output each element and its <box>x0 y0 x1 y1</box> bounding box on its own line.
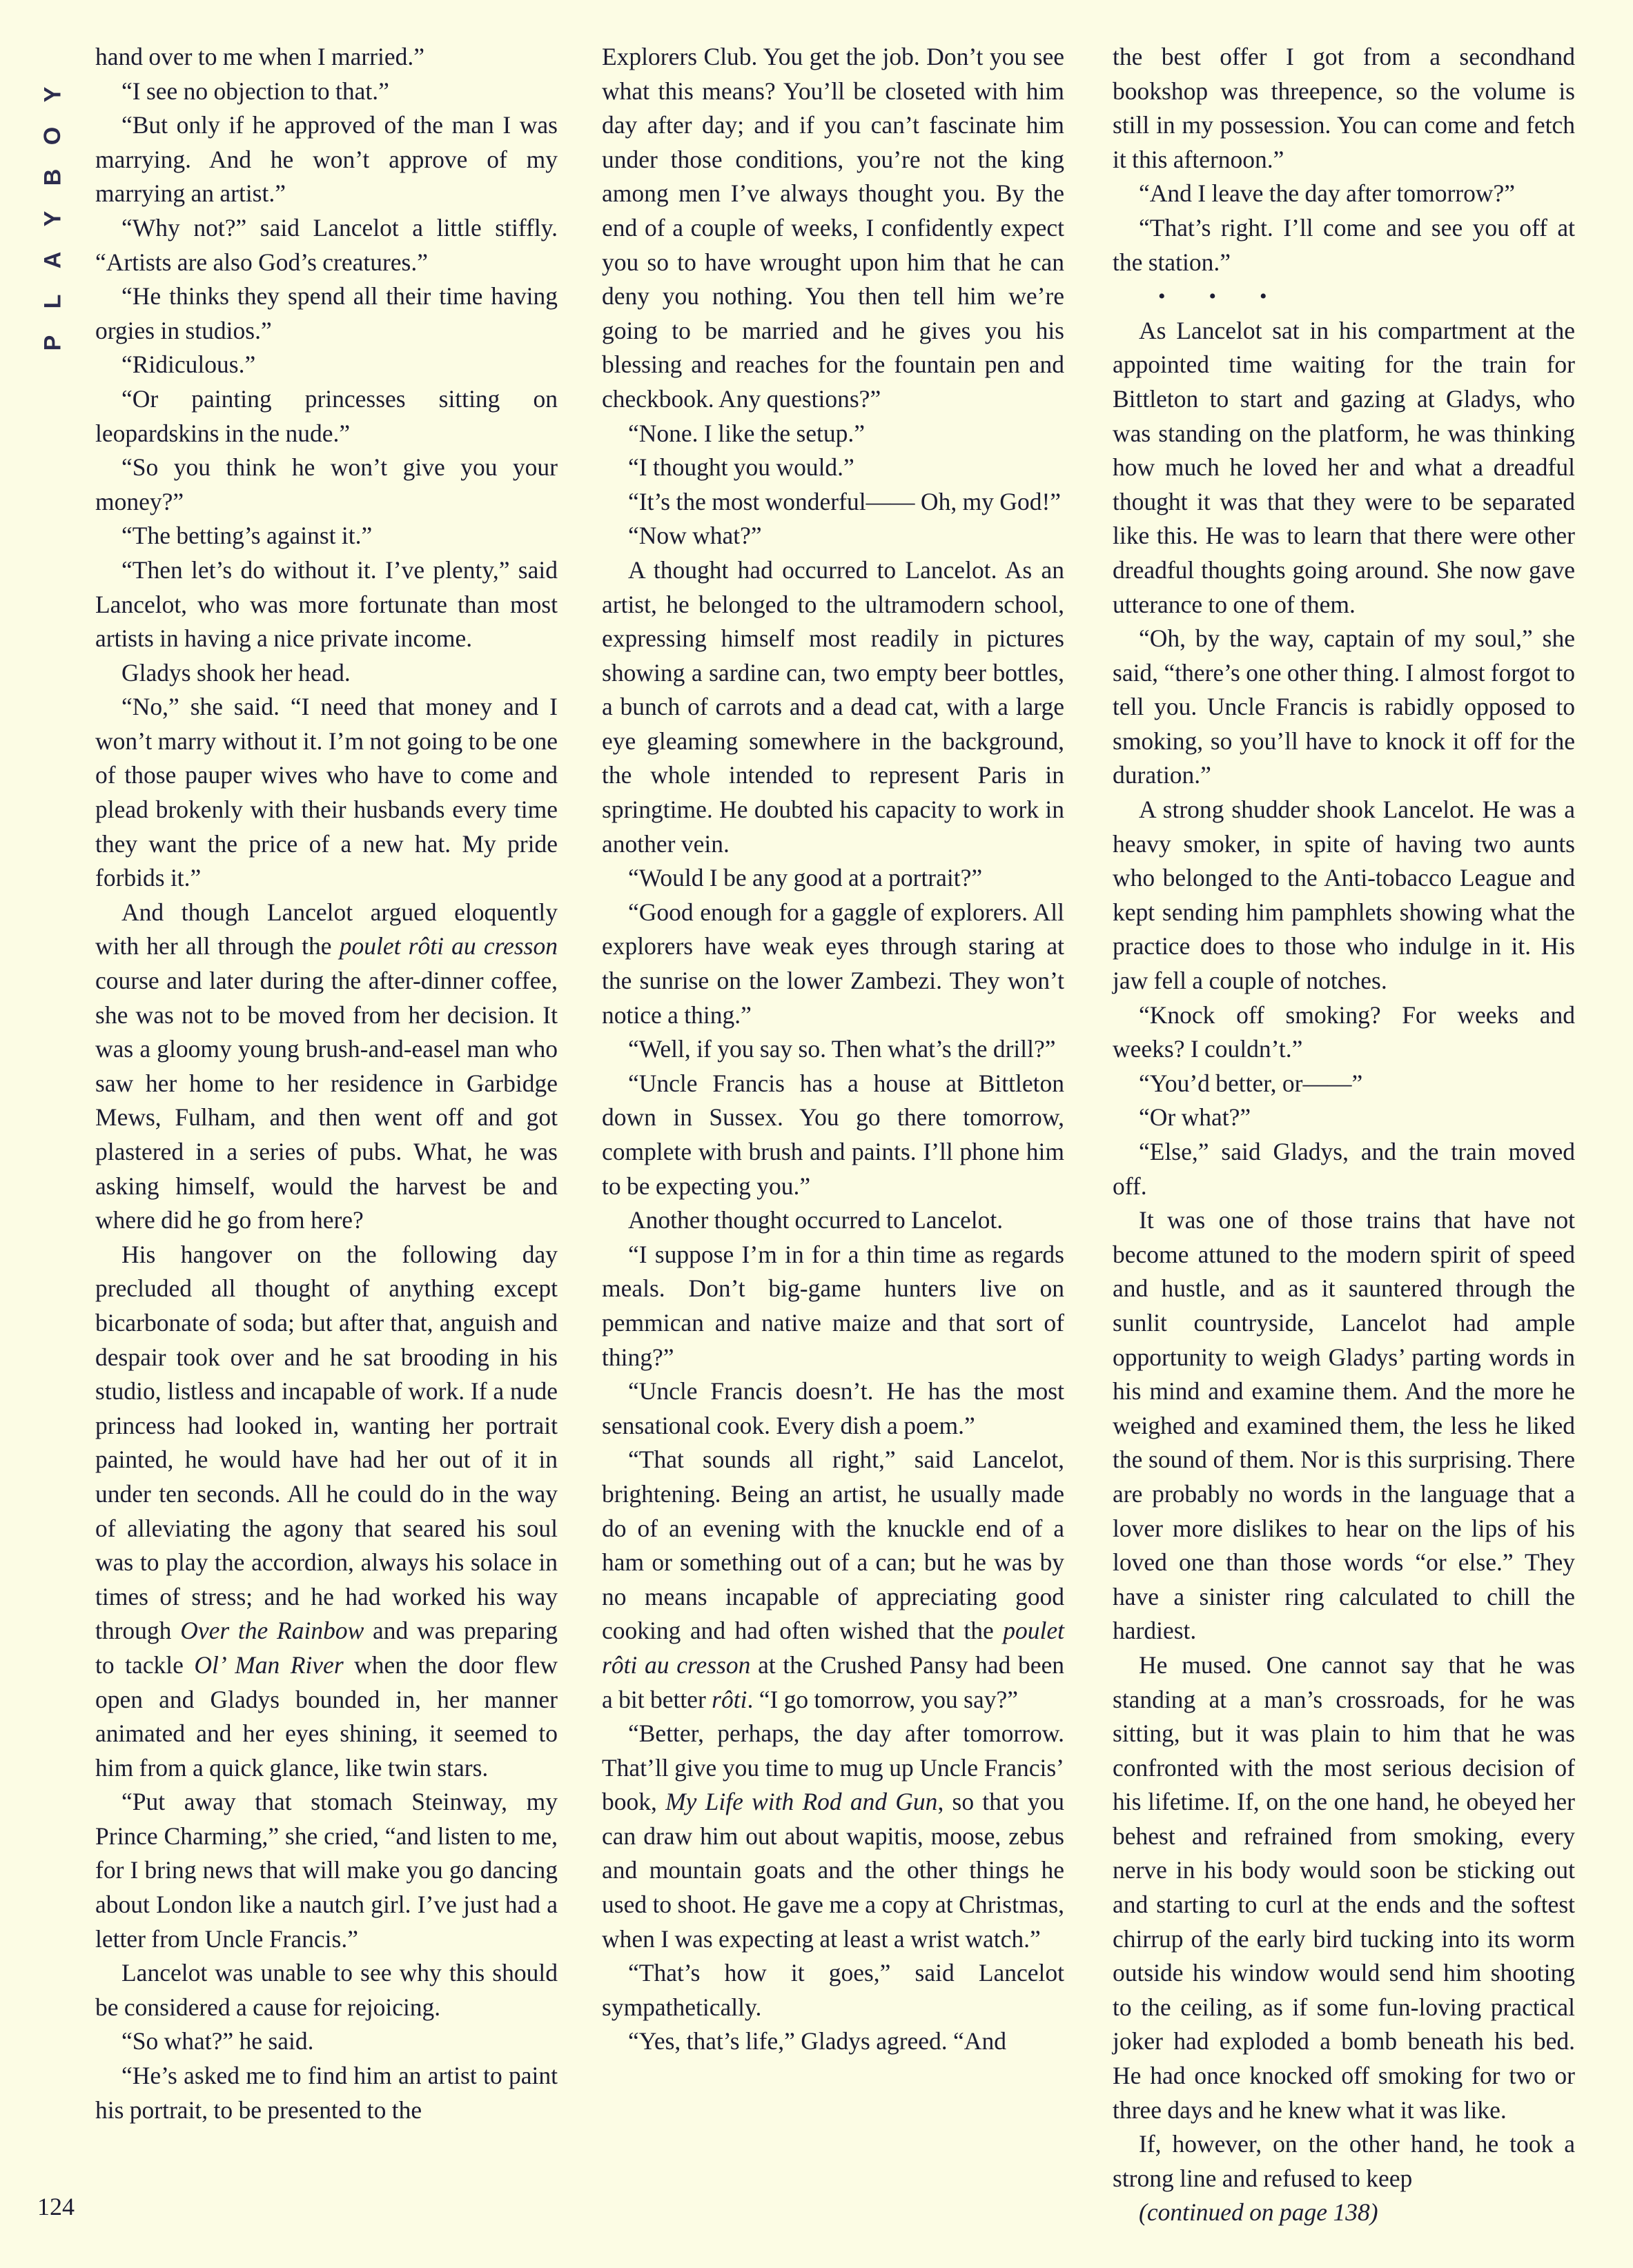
body-paragraph: “He thinks they spend all their time having orgies in studios.” <box>95 282 558 344</box>
text-column-3 <box>1113 40 1575 2230</box>
italic-title: rôti <box>712 1685 747 1713</box>
running-head-letter: Y <box>39 86 66 103</box>
body-paragraph: His hangover on the following day precluded all thought of anything except bicarbonate of soda; but after that, anguish and despair took over and he sat brooding in his studio, listless and incapable of work. If a nude princess had looked in, wanting her portrait painted, he would have had her out of it in under ten seconds. All he could do in the way of alleviating the agony that seared his soul was to play the accordion, always his solace in times of stress; and he had worked his way through Over the Rainbow and was preparing to tackle Ol’ Man River when the door flew open and Gladys bounded in, her manner animated and her eyes shining, it seemed to him from a quick glance, like twin stars. <box>95 1240 558 1782</box>
body-paragraph: “Or painting princesses sitting on leopardskins in the nude.” <box>95 384 558 447</box>
body-paragraph: It was one of those trains that have not become attuned to the modern spirit of speed and hustle, and as it sauntered through the sunlit countryside, Lancelot had ample opportunity to weigh Gladys’ parting words in his mind and examine them. And the more he weighed and examined them, the less he liked the sound of them. Nor is this surprising. There are probably no words in the language that a lover more dislikes to hear on the lips of his loved one than those words “or else.” They have a sinister ring calculated to chill the hardiest. <box>1113 1206 1575 1645</box>
body-paragraph: A thought had occurred to Lancelot. As an artist, he belonged to the ultramodern school, expressing himself most readily in pictures showing a sardine can, two empty beer bottles, a bunch of carrots and a dead cat, with a large eye gleaming somewhere in the background, the whole intended to represent Paris in springtime. He doubted his capacity to work in another vein. <box>602 555 1064 858</box>
body-paragraph: “No,” she said. “I need that money and I won’t marry without it. I’m not going to be one of those pauper wives who have to come and plead brokenly with their husbands every time they want the price of a new hat. My pride forbids it.” <box>95 693 558 892</box>
body-paragraph: “I see no objection to that.” <box>121 77 389 105</box>
scene-break: • • • <box>1158 285 1287 308</box>
italic-title: Ol’ Man River <box>194 1650 344 1679</box>
body-paragraph: “And I leave the day after tomorrow?” <box>1139 179 1516 208</box>
body-paragraph: Lancelot was unable to see why this should be considered a cause for rejoicing. <box>95 1959 558 2021</box>
body-paragraph: “Now what?” <box>628 522 762 550</box>
body-paragraph: “You’d better, or——” <box>1139 1069 1363 1097</box>
body-paragraph: “Good enough for a gaggle of explorers. All explorers have weak eyes through staring at the sunrise on the lower Zambezi. They won’t notice a thing.” <box>602 898 1064 1029</box>
body-paragraph: “Why not?” said Lancelot a little stiffly. “Artists are also God’s creatures.” <box>95 213 558 276</box>
running-head-playboy <box>32 83 73 373</box>
running-head-letter: L <box>39 294 66 309</box>
body-paragraph: “Uncle Francis has a house at Bittleton down in Sussex. You go there tomorrow, complete with brush and paints. I’ll phone him to be expecting you.” <box>602 1069 1064 1200</box>
body-paragraph: Another thought occurred to Lancelot. <box>628 1206 1004 1234</box>
running-head-letter: B <box>39 168 66 186</box>
body-paragraph: “So what?” he said. <box>121 2027 314 2055</box>
body-paragraph: “Well, if you say so. Then what’s the drill?” <box>628 1035 1056 1063</box>
body-paragraph: “Better, perhaps, the day after tomorrow. That’ll give you time to mug up Uncle Francis’ book, My Life with Rod and Gun, so that you can draw him out about wapitis, moose, zebus and mountain goats and the other things he used to shoot. He gave me a copy at Christmas, when I was expecting at least a wrist watch.” <box>602 1719 1064 1953</box>
text-column-2 <box>602 40 1064 2059</box>
body-paragraph: “Yes, that’s life,” Gladys agreed. “And <box>628 2027 1006 2055</box>
body-paragraph: “That’s how it goes,” said Lancelot sympathetically. <box>602 1959 1064 2021</box>
body-paragraph: “I thought you would.” <box>628 453 854 482</box>
body-paragraph: As Lancelot sat in his compartment at the appointed time waiting for the train for Bittleton to start and gazing at Gladys, who was standing on the platform, he was thinking how much he loved her and what a dreadful thought it was that they were to be separated like this. He was to learn that there were other dreadful thoughts going around. She now gave utterance to one of them. <box>1113 316 1575 618</box>
body-paragraph: “That’s right. I’ll come and see you off at the station.” <box>1113 213 1575 276</box>
body-paragraph: “But only if he approved of the man I was marrying. And he won’t approve of my marrying an artist.” <box>95 111 558 208</box>
running-head-letter: A <box>39 251 66 269</box>
page-number: 124 <box>37 2193 75 2220</box>
body-paragraph: “Oh, by the way, captain of my soul,” she said, “there’s one other thing. I almost forgot to tell you. Uncle Francis is rabidly opposed to smoking, so you’ll have to knock it off for the duration.” <box>1113 624 1575 789</box>
body-paragraph: “Knock off smoking? For weeks and weeks? I couldn’t.” <box>1113 1000 1575 1063</box>
body-paragraph: “None. I like the setup.” <box>628 419 866 447</box>
running-head-letter: Y <box>39 210 66 227</box>
body-paragraph: A strong shudder shook Lancelot. He was a heavy smoker, in spite of having two aunts who belonged to the Anti-tobacco League and kept sending him pamphlets showing what the practice does to those who indulge in it. His jaw fell a couple of notches. <box>1113 796 1575 995</box>
body-paragraph: If, however, on the other hand, he took a strong line and refused to keep <box>1113 2130 1575 2192</box>
text-column-1 <box>95 40 558 2127</box>
body-paragraph: Explorers Club. You get the job. Don’t you see what this means? You’ll be closeted with him day after day; and if you can’t fascinate him under those conditions, you’re not the king among men I’ve always thought you. By the end of a couple of weeks, I confidently expect you so to have wrought upon him that he can deny you nothing. You then tell him we’re going to be married and he gives you his blessing and reaches for the fountain pen and checkbook. Any questions?” <box>602 43 1064 413</box>
body-paragraph: “Else,” said Gladys, and the train moved off. <box>1113 1138 1575 1200</box>
body-paragraph: “He’s asked me to find him an artist to paint his portrait, to be presented to the <box>95 2062 558 2124</box>
body-paragraph: “So you think he won’t give you your money?” <box>95 453 558 515</box>
body-paragraph: He mused. One cannot say that he was standing at a man’s crossroads, for he was sitting, but it was plain to him that he was confronted with the most serious decision of his lifetime. If, on the one hand, he obeyed her behest and refrained from smoking, every nerve in his body would soon be sticking out and starting to curl at the ends and the softest chirrup of the early bird tucking into its worm outside his window would send him shooting to the ceiling, as if some fun-loving practical joker had exploded a bomb beneath his bed. He had once knocked off smoking for two or three days and he knew what it was like. <box>1113 1650 1575 2124</box>
body-paragraph: hand over to me when I married.” <box>95 43 425 70</box>
italic-title: Over the Rainbow <box>180 1617 364 1645</box>
body-paragraph: “Would I be any good at a portrait?” <box>628 864 983 892</box>
body-paragraph: “The betting’s against it.” <box>121 522 373 550</box>
running-head-letter: P <box>39 335 66 351</box>
body-paragraph: Gladys shook her head. <box>121 658 351 687</box>
body-paragraph: “Put away that stomach Steinway, my Prince Charming,” she cried, “and listen to me, for I bring news that will make you go dancing about London like a nautch girl. I’ve just had a letter from Uncle Francis.” <box>95 1788 558 1953</box>
body-paragraph: “I suppose I’m in for a thin time as regards meals. Don’t big-game hunters live on pemmican and native maize and that sort of thing?” <box>602 1240 1064 1371</box>
body-paragraph: “Uncle Francis doesn’t. He has the most sensational cook. Every dish a poem.” <box>602 1377 1064 1439</box>
continued-note: (continued on page 138) <box>1139 2198 1378 2227</box>
italic-title: My Life with Rod and Gun <box>665 1788 938 1816</box>
italic-title: poulet rôti au cresson <box>339 932 558 960</box>
body-paragraph: “Or what?” <box>1139 1103 1251 1132</box>
body-paragraph: “It’s the most wonderful—— Oh, my God!” <box>628 487 1062 515</box>
body-paragraph: “Then let’s do without it. I’ve plenty,” said Lancelot, who was more fortunate than most artists in having a nice private income. <box>95 555 558 653</box>
running-head-letter: O <box>39 126 66 146</box>
body-paragraph: “Ridiculous.” <box>121 351 256 379</box>
body-paragraph: “That sounds all right,” said Lancelot, brightening. Being an artist, he usually made do of an evening with the knuckle end of a ham or something out of a can; but he was by no means incapable of appreciating good cooking and had often wished that the poulet rôti au cresson at the Crushed Pansy had been a bit better rôti. “I go tomorrow, you say?” <box>602 1446 1064 1713</box>
italic-title: poulet rôti au cresson <box>602 1617 1064 1679</box>
body-paragraph: And though Lancelot argued eloquently with her all through the poulet rôti au cresson course and later during the after-dinner coffee, she was not to be moved from her decision. It was a gloomy young brush-and-easel man who saw her home to her residence in Garbidge Mews, Fulham, and then went off and got plastered in a series of pubs. What, he was asking himself, would the harvest be and where did he go from here? <box>95 898 558 1234</box>
body-paragraph: the best offer I got from a secondhand bookshop was threepence, so the volume is still in my possession. You can come and fetch it this afternoon.” <box>1113 43 1575 173</box>
